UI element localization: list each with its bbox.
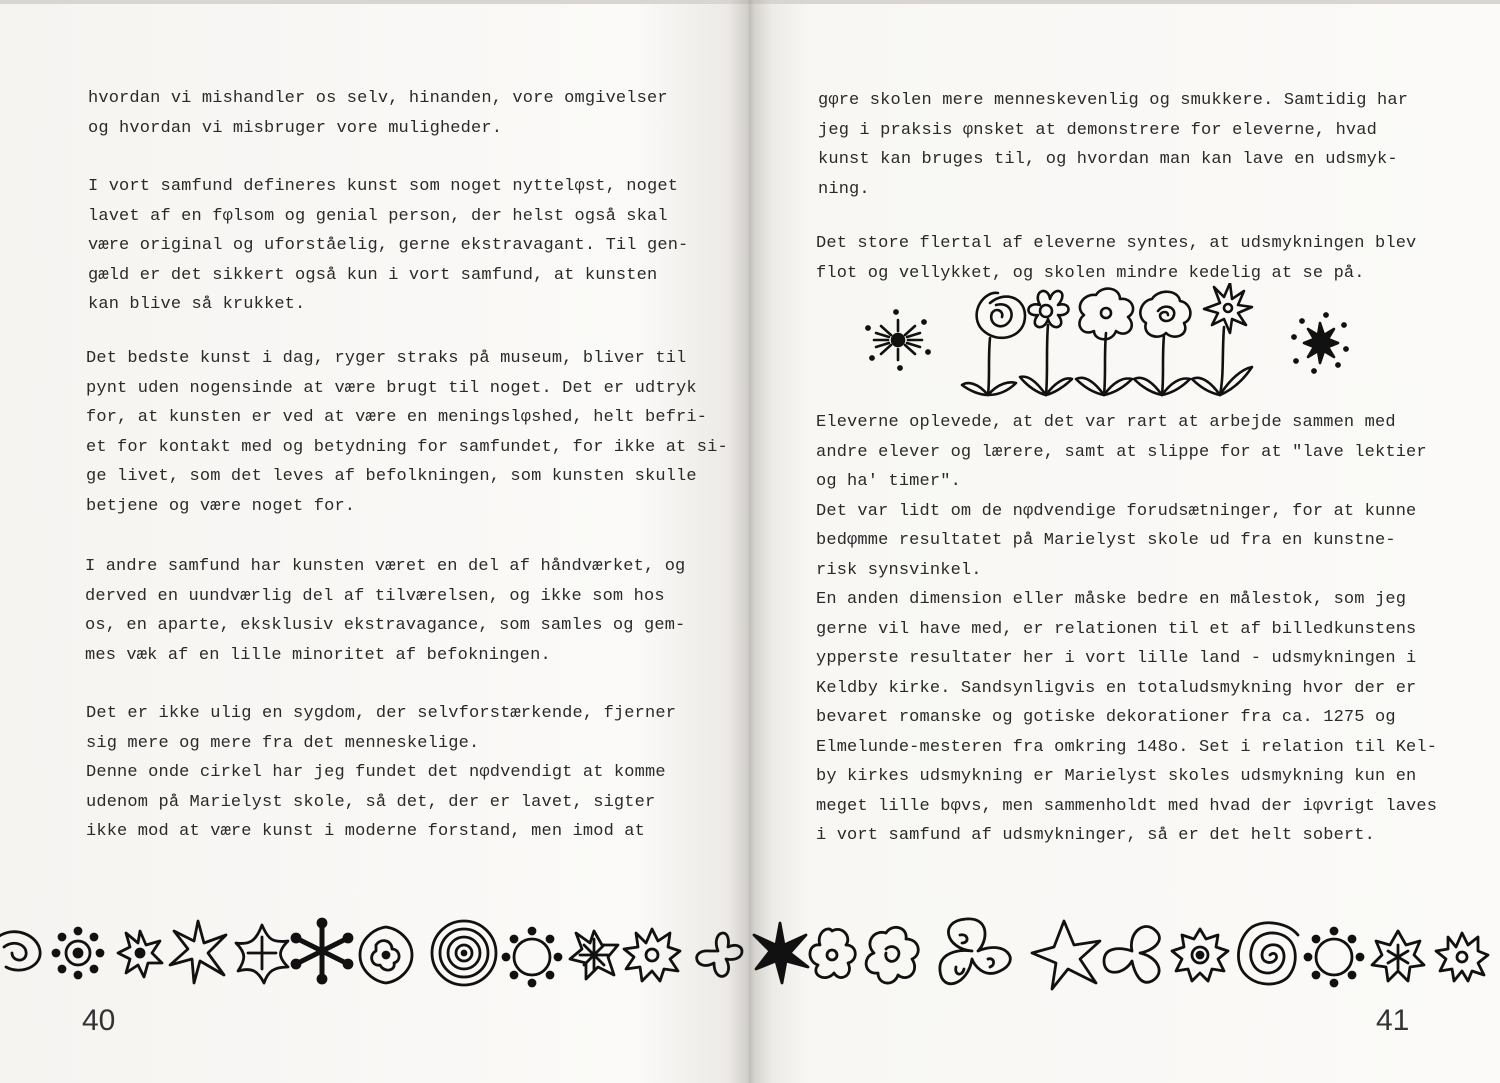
right-paragraph-2: Det store flertal af eleverne syntes, at udsmykningen blev flot og vellykket, og skolen mindre kedelig at se på. [816,234,1417,283]
cogwheel-sun-icon [1172,929,1228,981]
page-number-left: 40 [82,1004,116,1037]
coil-flower-icon [0,932,40,970]
asterisk-star-icon [292,919,352,983]
scalloped-flower-icon [866,927,918,983]
rose-flower-icon [962,293,1025,395]
left-paragraph-3: Det bedste kunst i dag, ryger straks på museum, bliver til pynt uden nogensinde at være brugt til noget. Det er udtryk for, at kunsten er ved at være en meningslφshed, helt befri- et for kontakt med og betydning for samfundet, for ikke at si- ge livet, som det leves af befolkningen, som kunsten skulle betjene og være noget for. [86,349,728,516]
six-point-star-icon [170,921,226,983]
right-paragraph-1: gφre skolen mere menneskevenlig og smukkere. Samtidig har jeg i praksis φnsket at demonstrere for eleverne, hvad kunst kan bruges til, og hvordan man kan lave en udsmyk- ning. [818,91,1409,199]
star-wheel-icon [1372,931,1424,981]
black-star-icon [754,923,808,983]
starburst-icon-right [1292,313,1347,372]
left-paragraph-5: Det er ikke ulig en sygdom, der selvforstærkende, fjerner sig mere og mere fra det menneskelige. Denne onde cirkel har jeg fundet det nφdvendigt at komme udenom på Marielyst skole, så det, der er lavet, sigter ikke mod at være kunst i moderne forstand, men imod at [86,704,677,841]
ornate-blossom-icon [360,927,412,983]
left-paragraph-2: I vort samfund defineres kunst som noget nyttelφst, noget lavet af en fφlsom og genial person, der helst også skal være original og uforståelig, gerne ekstravagant. Til gen- gæld er det sikkert også kun i vort samfund, at kunsten kan blive så krukket. [88,177,689,314]
spoked-wheel-icon [570,931,618,979]
daisy-flower-icon [1020,291,1072,395]
star-lily-icon [1192,283,1252,395]
spiral-icon [1238,923,1298,984]
four-petal-icon [697,933,742,976]
page-number-right: 41 [1376,1004,1410,1037]
jagged-burst-icon-2 [1436,933,1488,981]
dotted-sun-icon [53,928,103,978]
jagged-burst-icon [624,929,680,981]
swirl-flower-icon [1134,292,1190,395]
cloud-flower-icon [1076,289,1133,395]
spiky-star-icon [118,931,162,977]
dotted-sun-icon-2 [1305,928,1363,986]
right-paragraph-3: Eleverne oplevede, at det var rart at arbejde sammen med andre elever og lærere, samt at slippe for at "lave lektier og ha' timer". Det var lidt om de nφdvendige forudsætninger, for at kunne bedφmme resultatet på Marielyst skole ud fra en kunstne- risk synsvinkel. En anden dimension eller måske bedre en målestok, som jeg gerne vil have med, er relationen til et af billedkunstens ypperste resultater her i vort lille land - udsmykningen i Keldby kirke. Sandsynligvis en totaludsmykning hvor der er bevaret romanske og gotiske dekorationer fra ca. 1275 og Elmelunde-mesteren fra omkring 148o. Set i relation til Kel- by kirkes udsmykning er Marielyst skoles udsmykning kun en meget lille bφvs, men sammenholdt med hvad der iφvrigt laves i vort samfund af udsmykninger, så er det helt sobert. [816,413,1438,845]
spiral-circle-icon [432,921,496,985]
open-petal-flower-icon [940,919,1010,984]
rounded-petal-flower-icon [1104,927,1159,983]
starburst-icon-left [866,310,929,369]
dotted-ring-icon [503,928,561,986]
decorative-flower-border [0,915,1500,995]
flower-row-illustration [858,283,1358,405]
left-paragraph-1: hvordan vi mishandler os selv, hinanden, vore omgivelser og hvordan vi misbruger vore muligheder. [88,89,668,138]
five-star-outline-icon [1032,921,1100,989]
left-paragraph-4: I andre samfund har kunsten været en del af håndværket, og derved en uundværlig del af tilværelsen, og ikke som hos os, en aparte, eksklusiv ekstravagance, som samles og gem- mes væk af en lille minoritet af befokningen. [85,557,686,665]
round-flower-icon [810,929,855,978]
leaf-star-icon [236,925,288,983]
